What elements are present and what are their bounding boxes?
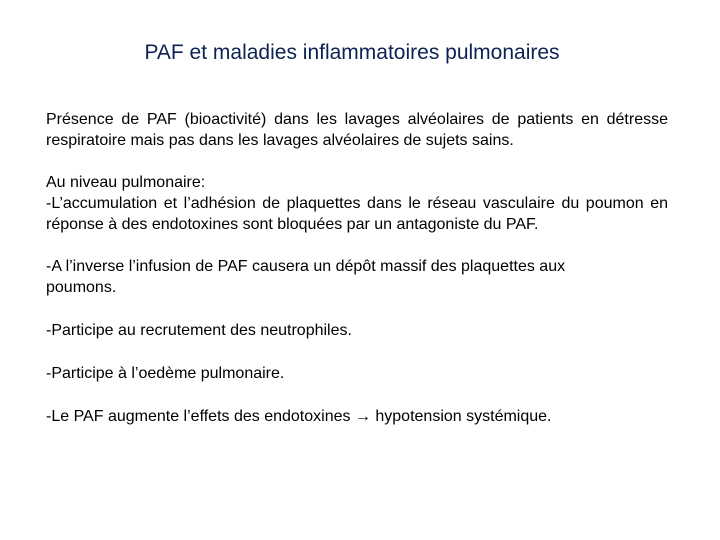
paragraph-platelet-accumulation: -L’accumulation et l’adhésion de plaquettes dans le réseau vasculaire du poumon en réponse à des endotoxines sont bloquées par un antagoniste du PAF. [46, 195, 668, 233]
paragraph-endotoxin-hypotension [46, 406, 668, 427]
arrow-right-icon: → [354, 408, 371, 425]
endotoxin-text: -Le PAF augmente l’effets des endotoxines [46, 408, 355, 425]
slide-body [46, 109, 668, 427]
paragraph-paf-presence: Présence de PAF (bioactivité) dans les lavages alvéolaires de patients en détresse respiratoire mais pas dans les lavages alvéolaires de sujets sains. [46, 111, 668, 149]
slide-title: PAF et maladies inflammatoires pulmonaires [144, 41, 560, 64]
paragraph-pulmonary-edema: -Participe à l’oedème pulmonaire. [46, 365, 285, 382]
paragraph-neutrophil-recruitment: -Participe au recrutement des neutrophiles. [46, 322, 352, 339]
hypotension-text: hypotension systémique. [370, 408, 552, 425]
paragraph-paf-infusion: -A l’inverse l’infusion de PAF causera un dépôt massif des plaquettes aux poumons. [46, 258, 566, 296]
pulmonary-level-heading: Au niveau pulmonaire: [46, 174, 206, 191]
pulmonary-level-section [46, 172, 668, 235]
